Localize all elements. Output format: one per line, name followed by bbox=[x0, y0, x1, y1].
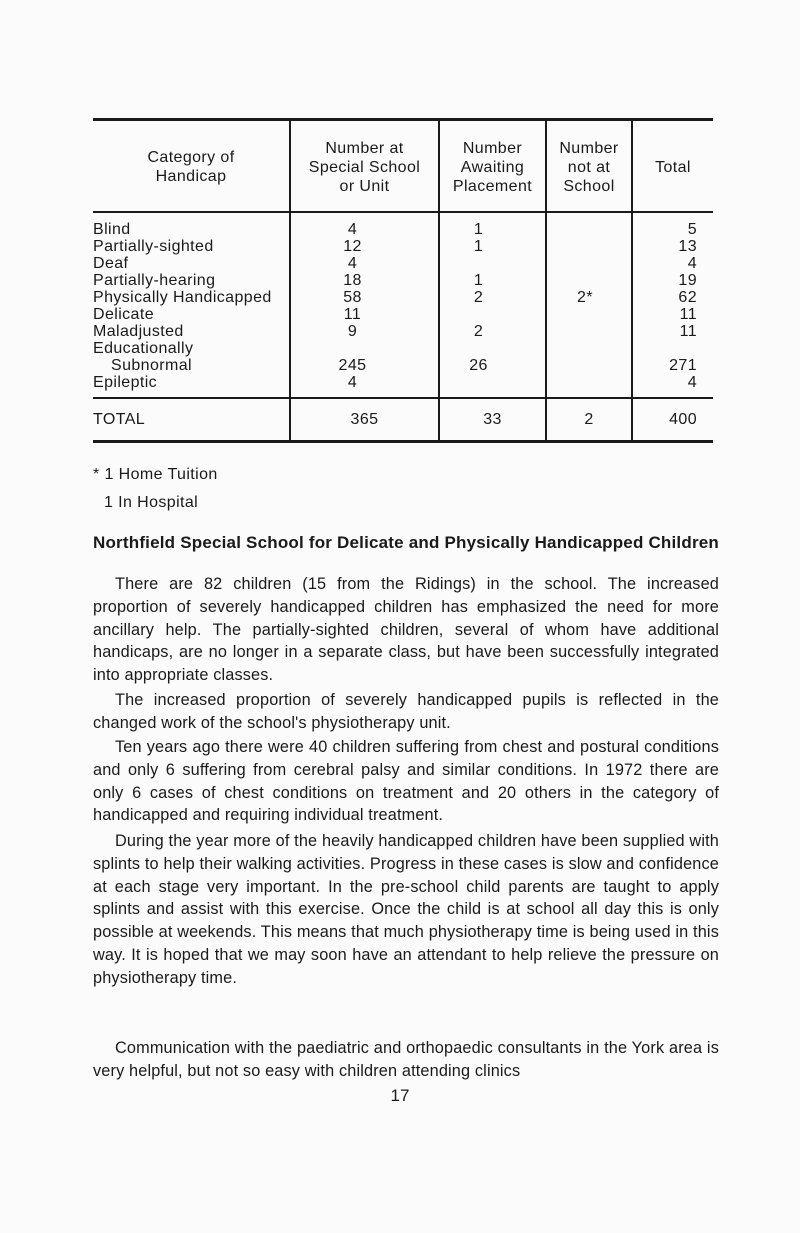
special-cell: 245 bbox=[338, 357, 367, 374]
category-cell: Blind bbox=[93, 221, 131, 238]
page-number: 17 bbox=[390, 1086, 410, 1105]
not-at-school-cell bbox=[547, 238, 631, 255]
handicap-table bbox=[93, 118, 713, 443]
awaiting-cell: 2 bbox=[473, 323, 484, 340]
not-at-school-cell: 2* bbox=[577, 289, 593, 306]
header-awaiting: Number Awaiting Placement bbox=[438, 121, 545, 211]
total-cell: 19 bbox=[678, 272, 697, 289]
not-at-school-cell bbox=[547, 357, 631, 374]
total-cell: 4 bbox=[687, 374, 697, 391]
header-category: Category of Handicap bbox=[147, 149, 235, 185]
awaiting-cell: 1 bbox=[473, 272, 484, 289]
category-cell: Educationally bbox=[93, 340, 194, 357]
awaiting-column bbox=[438, 213, 545, 397]
category-cell: Maladjusted bbox=[93, 323, 184, 340]
spacer bbox=[440, 340, 545, 357]
total-not-at-school: 2 bbox=[545, 399, 631, 440]
total-cell: 11 bbox=[679, 306, 697, 323]
awaiting-cell bbox=[440, 374, 545, 391]
paragraph: Communication with the paediatric and orthopaedic consultants in the York area is very helpful, but not so easy with children attending clinics bbox=[93, 1039, 719, 1080]
special-cell: 9 bbox=[347, 323, 358, 340]
footnote-hospital: 1 In Hospital bbox=[104, 494, 199, 511]
total-special: 365 bbox=[289, 399, 438, 440]
special-cell: 58 bbox=[343, 289, 362, 306]
not-at-school-cell bbox=[547, 255, 631, 272]
special-cell: 11 bbox=[343, 306, 362, 323]
awaiting-cell: 1 bbox=[473, 238, 484, 255]
total-cell: 13 bbox=[678, 238, 697, 255]
awaiting-cell: 1 bbox=[473, 221, 484, 238]
total-cell: 271 bbox=[669, 357, 697, 374]
table-total-row bbox=[93, 397, 713, 440]
total-cell: 4 bbox=[687, 255, 697, 272]
category-cell: Partially-hearing bbox=[93, 272, 216, 289]
paragraph: Ten years ago there were 40 children suffering from chest and postural conditions and only 6 suffering from cerebral palsy and similar conditions. In 1972 there are only 6 cases of chest conditions on treatment and 20 others in the category of handicapped and requiring individual treatment. bbox=[93, 738, 719, 825]
total-cell: 11 bbox=[679, 323, 697, 340]
total-awaiting: 33 bbox=[438, 399, 545, 440]
category-cell: Epileptic bbox=[93, 374, 158, 391]
paragraph: During the year more of the heavily handicapped children have been supplied with splints to help their walking activities. Progress in these cases is slow and confidence at each stage very important. In the pre-school child parents are taught to apply splints and assist with this exercise. Once the child is at school all day this is only possible at weekends. This means that much physiotherapy time is being used in this way. It is hoped that we may soon have an attendant to help relieve the pressure on physiotherapy time. bbox=[93, 832, 719, 987]
total-total: 400 bbox=[631, 399, 713, 440]
paragraph: There are 82 children (15 from the Ridings) in the school. The increased proportion of severely handicapped children has emphasized the need for more ancillary help. The partially-sighted children, several of whom have additional handicaps, are no longer in a separate class, but have been successfully integrated into appropriate classes. bbox=[93, 575, 719, 685]
category-cell: Delicate bbox=[93, 306, 155, 323]
special-cell: 4 bbox=[347, 374, 358, 391]
special-cell: 12 bbox=[343, 238, 362, 255]
not-at-school-cell bbox=[547, 306, 631, 323]
footnote-home-tuition: * 1 Home Tuition bbox=[93, 466, 218, 483]
header-total: Total bbox=[631, 121, 713, 211]
total-column bbox=[631, 213, 713, 397]
section-heading: Northfield Special School for Delicate and Physically Handicapped Children bbox=[93, 533, 719, 552]
not-at-school-cell bbox=[547, 272, 631, 289]
awaiting-cell: 26 bbox=[469, 357, 488, 374]
awaiting-cell: 2 bbox=[473, 289, 484, 306]
header-special-school: Number at Special School or Unit bbox=[289, 121, 438, 211]
category-column bbox=[93, 213, 289, 397]
awaiting-cell bbox=[440, 306, 545, 323]
special-cell: 4 bbox=[347, 221, 358, 238]
category-cell: Subnormal bbox=[111, 357, 192, 374]
special-school-column bbox=[289, 213, 438, 397]
table-footnotes bbox=[93, 461, 218, 517]
special-cell: 4 bbox=[347, 255, 358, 272]
paragraph: The increased proportion of severely handicapped pupils is reflected in the changed work of the school's physiotherapy unit. bbox=[93, 691, 719, 732]
table-header-row bbox=[93, 121, 713, 213]
table-body bbox=[93, 213, 713, 397]
category-cell: Physically Handicapped bbox=[93, 289, 272, 306]
not-at-school-cell bbox=[547, 323, 631, 340]
category-cell: Partially-sighted bbox=[93, 238, 214, 255]
special-cell: 18 bbox=[343, 272, 362, 289]
total-label: TOTAL bbox=[93, 410, 146, 428]
total-cell: 62 bbox=[678, 289, 697, 306]
spacer bbox=[291, 340, 438, 357]
category-cell: Deaf bbox=[93, 255, 129, 272]
not-at-school-cell bbox=[547, 221, 631, 238]
spacer bbox=[547, 340, 631, 357]
spacer bbox=[633, 340, 713, 357]
not-at-school-column bbox=[545, 213, 631, 397]
header-not-at-school: Number not at School bbox=[545, 121, 631, 211]
awaiting-cell bbox=[440, 255, 545, 272]
not-at-school-cell bbox=[547, 374, 631, 391]
total-cell: 5 bbox=[687, 221, 697, 238]
